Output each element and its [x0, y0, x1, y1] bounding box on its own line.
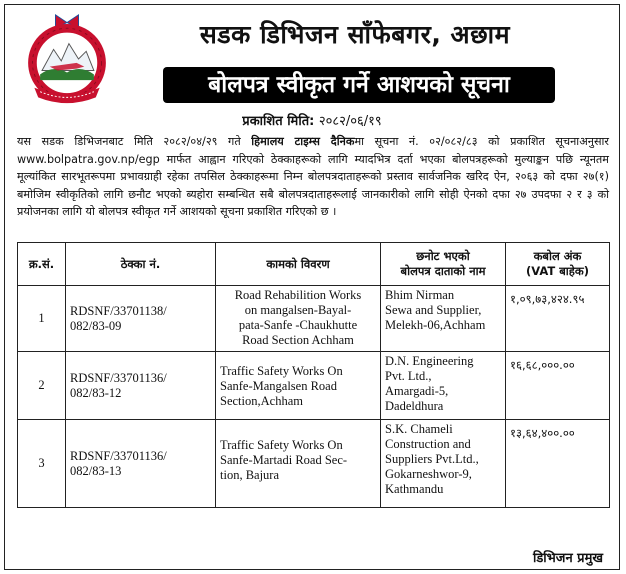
- notice-page: [4, 4, 620, 570]
- header-bidder: [381, 243, 506, 286]
- table-row: [18, 352, 610, 420]
- table-row: [18, 420, 610, 508]
- header-bidder-line-2: बोलपत्र दाताको नाम: [400, 264, 486, 278]
- signature: डिभिजन प्रमुख: [532, 551, 603, 566]
- row-amount: १३,६४,४००.००: [506, 420, 610, 508]
- header-amount-line-2: (VAT बाहेक): [526, 264, 589, 278]
- row-work: [216, 420, 381, 508]
- contract-line-1: RDSNF/33701136/: [70, 370, 167, 385]
- notice-body: [17, 133, 609, 221]
- row-bidder: [381, 352, 506, 420]
- published-date-label: प्रकाशित मिति:: [242, 114, 315, 129]
- row-sn: 1: [18, 286, 66, 352]
- office-title: सडक डिभिजन साँफेबगर, अछाम: [199, 20, 511, 49]
- published-date-value: २०८२/०६/१९: [318, 114, 382, 129]
- row-bidder: [381, 420, 506, 508]
- table-row: [18, 286, 610, 352]
- bidder-line: Suppliers Pvt.Ltd.,: [385, 452, 479, 466]
- newspaper-name: हिमालय टाइम्स दैनिक: [251, 135, 355, 148]
- work-line: Traffic Safety Works On: [220, 438, 343, 452]
- contract-line-2: 082/83-12: [70, 385, 122, 400]
- header-amount: [506, 243, 610, 286]
- row-bidder: [381, 286, 506, 352]
- table-header-row: [18, 243, 610, 286]
- work-line: Traffic Safety Works On: [220, 364, 343, 378]
- work-line: Section,Achham: [220, 394, 303, 408]
- bidder-line: Pvt. Ltd.,: [385, 369, 432, 383]
- notice-title: बोलपत्र स्वीकृत गर्ने आशयको सूचना: [163, 67, 555, 103]
- bidder-line: S.K. Chameli: [385, 422, 453, 436]
- published-date-line: [5, 111, 619, 129]
- bidder-line: Amargadi-5,: [385, 384, 449, 398]
- row-amount: १,०९,७३,४२४.९५: [506, 286, 610, 352]
- work-line: on mangalsen-Bayal-: [244, 303, 352, 317]
- work-line: Road Rehabilition Works: [234, 288, 362, 302]
- bidder-line: Dadeldhura: [385, 399, 444, 413]
- bidder-line: D.N. Engineering: [385, 354, 474, 368]
- row-amount: १६,६८,०००.००: [506, 352, 610, 420]
- nepal-government-emblem-icon: [19, 11, 115, 107]
- contract-line-2: 082/83-09: [70, 318, 122, 333]
- row-contract: [66, 352, 216, 420]
- header-sn: क्र.सं.: [18, 243, 66, 286]
- work-line: tion, Bajura: [220, 468, 280, 482]
- work-line: Road Section Achham: [242, 333, 354, 347]
- row-sn: 2: [18, 352, 66, 420]
- body-part-1: यस सडक डिभिजनबाट मिति २०८२/०४/२९ गते: [17, 135, 252, 148]
- award-table: [17, 242, 610, 508]
- bidder-line: Sewa and Supplier,: [385, 303, 482, 317]
- contract-line-1: RDSNF/33701138/: [70, 303, 167, 318]
- contract-line-1: RDSNF/33701136/: [70, 448, 167, 463]
- contract-line-2: 082/83-13: [70, 463, 122, 478]
- work-line: Sanfe-Mangalsen Road: [220, 379, 337, 393]
- header-bidder-line-1: छनोट भएको: [416, 249, 470, 263]
- bidder-line: Construction and: [385, 437, 471, 451]
- header-contract: ठेक्का नं.: [66, 243, 216, 286]
- row-contract: [66, 286, 216, 352]
- row-sn: 3: [18, 420, 66, 508]
- row-work: [216, 286, 381, 352]
- row-contract: [66, 420, 216, 508]
- bidder-line: Gokarneshwor-9,: [385, 467, 472, 481]
- bidder-line: Kathmandu: [385, 482, 444, 496]
- body-part-2: मा सूचना नं. ०२/०८२/८३ को प्रकाशित सूचनाअनुसार www.bolpatra.gov.np/egp मार्फत आह्वान गरिएको ठेक्काहरूको लागि म्यादभित्र दर्ता भएका बोलपत्रहरूको मुल्याङ्कन पछि न्यूनतम मूल्यांकित सारभूतरूपमा प्रभावग्राही रहेका तपसिल ठेक्काहरूमा निम्न बोलपत्रदाताहरूको प्रस्ताव सार्वजनिक खरिद ऐन, २०६३ को दफा २७(१) बमोजिम स्वीकृतिको लागि छनौट भएको ब्यहोरा सम्बन्धित सबै बोलपत्रदाताहरूलाई जानकारीको लागि सोही ऐनको दफा २७ उपदफा २ र ३ को प्रयोजनका लागि यो बोलपत्र स्वीकृत गर्ने आशयको सूचना प्रकाशित गरिएको छ ।: [17, 135, 609, 219]
- work-line: pata-Sanfe -Chaukhutte: [238, 318, 358, 332]
- header-work: कामको विवरण: [216, 243, 381, 286]
- row-work: [216, 352, 381, 420]
- work-line: Sanfe-Martadi Road Sec-: [220, 453, 348, 467]
- bidder-line: Bhim Nirman: [385, 288, 455, 302]
- bidder-line: Melekh-06,Achham: [385, 318, 486, 332]
- header-amount-line-1: कबोल अंक: [533, 249, 582, 263]
